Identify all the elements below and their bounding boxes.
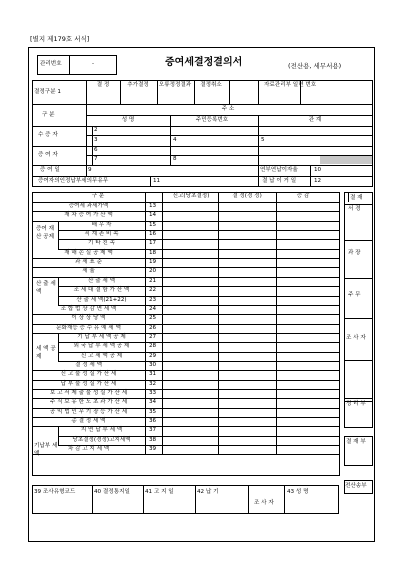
header-block: [32, 80, 373, 187]
side-label: 결 재: [350, 195, 363, 201]
calc-row-num: 31: [149, 371, 157, 378]
calc-row-label: 산 출 세 액: [88, 277, 115, 284]
calc-row-num: 22: [149, 287, 157, 294]
side-label: 조 사 자: [346, 335, 366, 341]
subtitle: (전산용, 세무서용): [288, 62, 342, 70]
footer-cell: 42 납 기: [197, 489, 219, 495]
calc-row-num: 29: [149, 352, 157, 359]
calc-row-num: 17: [149, 240, 157, 247]
group-tax: 산 출 세 액: [36, 281, 56, 295]
donor-label: 증 여 자: [38, 152, 58, 158]
mgmt-value[interactable]: -: [92, 61, 95, 67]
gift-date-label: 증 여 일: [40, 167, 60, 173]
calc-row-label: 이 상 상 당 액: [71, 315, 106, 322]
calc-row-num: 35: [149, 408, 157, 415]
form-reference: [별지 제179호 서식]: [30, 35, 90, 43]
relation-label: 관 계: [308, 117, 322, 123]
decision-type-3[interactable]: 결정취소: [200, 82, 222, 88]
calc-row-label: 조 세 대 결 함 가 산 액: [73, 287, 130, 294]
calc-row-num: 28: [149, 343, 157, 350]
side-label: 전산송부: [345, 483, 367, 489]
footer-cell: 40 결정통지일: [94, 489, 130, 495]
notice-date-num: 12: [314, 178, 322, 184]
row-num: 5: [261, 137, 265, 143]
calc-row-num: 23: [149, 296, 157, 303]
calc-row-label: 신 고 세 액 공 제: [80, 352, 123, 359]
name-label: 성 명: [121, 117, 135, 123]
calc-row-num: 34: [149, 399, 157, 406]
calc-row-label: 배 우 자: [91, 221, 112, 228]
calc-row-num: 20: [149, 268, 157, 275]
rrn-label: 주민등록번호: [195, 117, 229, 123]
calc-row-num: 27: [149, 333, 157, 340]
group-deduction: 증여 재산 공제: [36, 226, 54, 240]
calc-row-num: 36: [149, 418, 157, 425]
calc-row-num: 32: [149, 380, 157, 387]
calc-row-label: 조 합 법 상 감 면 세 액: [60, 305, 117, 312]
shaded-cell: [320, 156, 372, 164]
address-label: 주 소: [221, 106, 235, 112]
side-label: 과 장: [348, 250, 361, 256]
side-label: 주 무: [348, 292, 361, 298]
group-credit: 세 액 공 제: [36, 346, 56, 360]
decision-type-label: 결정구분 1: [34, 89, 61, 95]
merge-reason-label: 증여자의인정납부세의무유무: [38, 178, 109, 184]
calc-row-label: 결 정 세 액: [75, 361, 102, 368]
calc-row-label: 납 부 불 성 실 가 산 세: [60, 380, 117, 387]
row-num: 4: [173, 137, 177, 143]
calc-row-num: 38: [149, 436, 157, 443]
doc-ref-label: 자료관리부 일련 번호: [264, 82, 317, 88]
calc-row-label: 지 연 납 부 세 액: [80, 427, 123, 434]
calc-row-num: 25: [149, 315, 157, 322]
side-label: 결 재 부: [346, 439, 366, 445]
calc-row-num: 18: [149, 249, 157, 256]
calc-row-num: 30: [149, 361, 157, 368]
calc-row-label: 공 익 법 인 무 기 장 등 가 산 세: [49, 408, 128, 415]
col-decision: 결 정(경 정): [232, 193, 262, 199]
footer-cell: 39 조사유형코드: [34, 489, 76, 495]
section-label: 구 분: [42, 112, 55, 118]
col-report: 신고(당초결정): [172, 193, 210, 199]
group-paid: 기납부 세 액: [34, 443, 58, 457]
installment-num: 10: [314, 167, 322, 173]
calc-row-label: 산 출 세 액(21+22): [76, 296, 127, 303]
calc-row-num: 19: [149, 259, 157, 266]
calc-row-num: 33: [149, 390, 157, 396]
calc-row-label: 외 국 납 부 세 액 공 제: [73, 343, 130, 350]
calc-row-num: 14: [149, 212, 157, 219]
calc-row-label: 보 고 서 제 출 불 성 실 가 산 세: [49, 390, 128, 396]
calc-row-num: 13: [149, 203, 157, 209]
calc-row-label: 재 해 손 실 공 제 액: [64, 249, 113, 256]
calc-row-label: 증여세 과세가액: [68, 203, 109, 209]
recipient-label: 수 증 자: [38, 132, 58, 138]
calc-row-num: 15: [149, 221, 157, 228]
row-num: 8: [173, 156, 177, 162]
calc-row-num: 24: [149, 305, 157, 312]
installment-label: 연부연납이자율: [260, 167, 298, 173]
calc-row-label: 총 결 정 세 액: [71, 418, 106, 425]
page-title: 증여세결정결의서: [165, 57, 243, 68]
mgmt-label: 관리번호: [40, 61, 62, 67]
decision-type-2[interactable]: 오류정정결과: [158, 82, 192, 88]
side-label: 정 리 부: [346, 401, 366, 407]
calc-row-label: 기 타 친 족: [88, 240, 115, 247]
row-num: 3: [94, 137, 98, 143]
row-num: 7: [94, 156, 98, 162]
footer-cell: 41 고 지 일: [145, 489, 174, 495]
calc-row-label: 재 차 증 여 가 산 액: [64, 212, 113, 219]
decision-type-0[interactable]: 결 정: [96, 82, 110, 88]
calc-row-num: 37: [149, 427, 157, 434]
row-num: 6: [94, 147, 98, 153]
decision-type-1[interactable]: 추가결정: [127, 82, 149, 88]
footer-cell: 조 사 자: [254, 500, 274, 506]
calc-row-label: 문화재등 증 수 유 예 세 액: [56, 324, 121, 331]
calc-row-label: 기 납 부 세 액 공 제: [77, 333, 126, 340]
calc-row-label: 세 율: [82, 268, 95, 275]
calc-row-label: 주 식 보 유 한 도 초 과 가 산 세: [49, 399, 128, 406]
row-num: 2: [94, 127, 98, 133]
calc-row-label: 신 고 불 성 실 가 산 세: [60, 371, 117, 378]
side-label: 서 경: [348, 206, 361, 212]
merge-reason-num: 11: [153, 178, 161, 184]
notice-date-label: 결 납 이 거 일: [262, 178, 297, 184]
footer-cell: 43 성 명: [287, 489, 309, 495]
calc-row-num: 39: [149, 446, 157, 453]
calc-row-label: 직 계 존 비 속: [84, 231, 119, 238]
col-division: 구 분: [91, 193, 105, 199]
calc-row-num: 16: [149, 231, 157, 238]
calc-row-num: 21: [149, 277, 157, 284]
calc-row-label: 차 감 고 지 세 액: [67, 446, 110, 453]
calc-row-label: 당초결정(경정)고지세액: [72, 436, 131, 443]
gift-date-num: 9: [88, 167, 92, 173]
calc-row-label: 과 세 표 준: [75, 259, 102, 266]
col-diff: 증 감: [296, 193, 310, 199]
calc-row-num: 26: [149, 324, 157, 331]
